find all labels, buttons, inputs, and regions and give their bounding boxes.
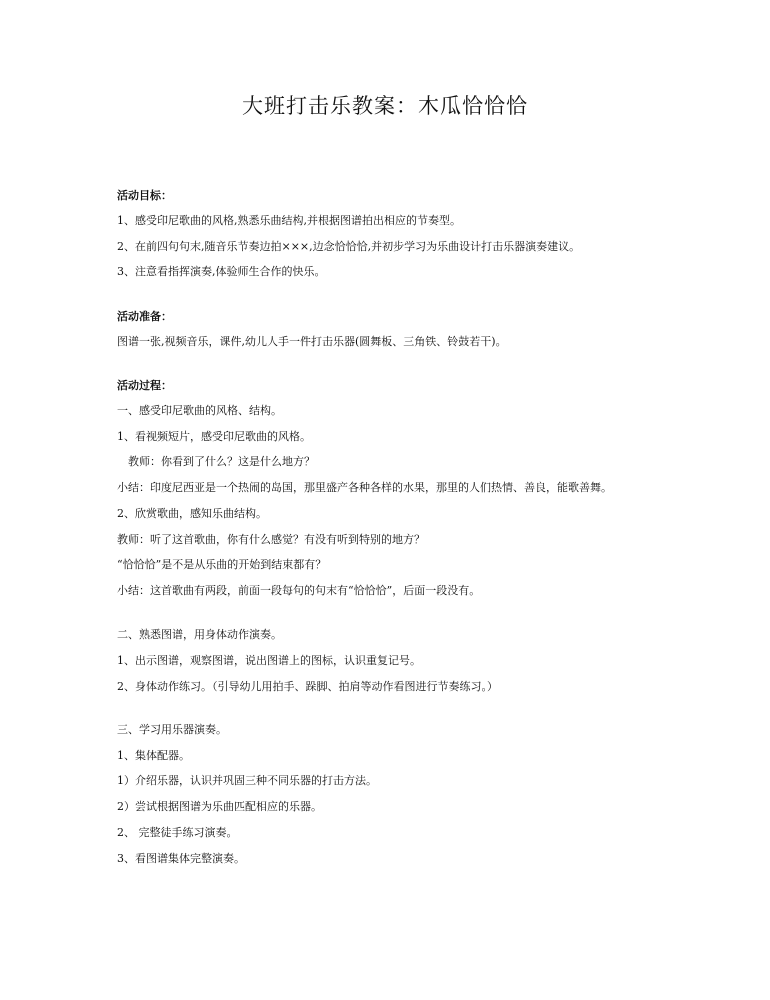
- list-item: 1、集体配器。: [117, 749, 190, 762]
- section-heading: 一、感受印尼歌曲的风格、结构。: [117, 404, 282, 417]
- section-heading: 二、熟悉图谱，用身体动作演奏。: [117, 628, 282, 641]
- section-heading: 三、学习用乐器演奏。: [117, 723, 227, 736]
- goal-item: 2、在前四句句末,随音乐节奏边拍×××,边念恰恰恰,并初步学习为乐曲设计打击乐器演奏建议。: [117, 240, 581, 253]
- teacher-question: 教师：你看到了什么？这是什么地方？: [128, 455, 315, 468]
- prep-heading: 活动准备：: [117, 310, 172, 323]
- goal-item: 3、注意看指挥演奏,体验师生合作的快乐。: [117, 265, 326, 278]
- summary-text: 小结：印度尼西亚是一个热闹的岛国，那里盛产各种各样的水果，那里的人们热情、善良，能歌善舞。: [117, 481, 612, 494]
- list-item: 1、出示图谱，观察图谱，说出图谱上的图标，认识重复记号。: [117, 654, 421, 667]
- goal-item: 1、感受印尼歌曲的风格,熟悉乐曲结构,并根据图谱拍出相应的节奏型。: [117, 214, 461, 227]
- prep-text: 图谱一张,视频音乐，课件,幼儿人手一件打击乐器(圆舞板、三角铁、铃鼓若干)。: [117, 335, 507, 348]
- teacher-question: 教师：听了这首歌曲，你有什么感觉？有没有听到特别的地方？: [117, 533, 425, 546]
- document-title: 大班打击乐教案：木瓜恰恰恰: [242, 94, 528, 118]
- process-heading: 活动过程：: [117, 379, 172, 392]
- list-item: 2、 完整徒手练习演奏。: [117, 826, 238, 839]
- list-item: 2、欣赏歌曲，感知乐曲结构。: [117, 507, 267, 520]
- goals-heading: 活动目标：: [117, 189, 172, 202]
- summary-text: 小结：这首歌曲有两段，前面一段每句的句末有“恰恰恰”，后面一段没有。: [117, 584, 481, 597]
- list-item: 1、看视频短片，感受印尼歌曲的风格。: [117, 430, 311, 443]
- question-text: “恰恰恰”是不是从乐曲的开始到结束都有？: [117, 558, 327, 571]
- list-item: 2）尝试根据图谱为乐曲匹配相应的乐器。: [117, 800, 322, 813]
- list-item: 1）介绍乐器，认识并巩固三种不同乐器的打击方法。: [117, 774, 377, 787]
- list-item: 3、看图谱集体完整演奏。: [117, 852, 245, 865]
- list-item: 2、身体动作练习。（引导幼儿用拍手、跺脚、拍肩等动作看图进行节奏练习。）: [117, 680, 498, 693]
